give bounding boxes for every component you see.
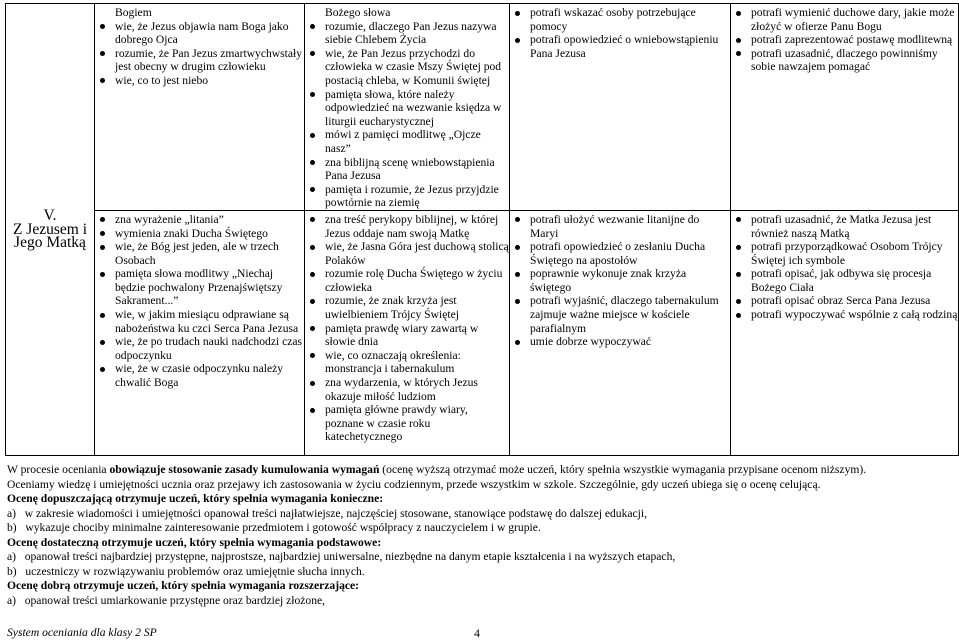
list-item: potrafi opowiedzieć o zesłaniu Ducha Świętego na apostołów (530, 240, 730, 267)
footer-title: System oceniania dla klasy 2 SP (7, 626, 157, 639)
list-item: wie, że Pan Jezus przychodzi do człowieka w czasie Mszy Świętej pod postacią chleba, w Komunii świętej (325, 47, 509, 88)
grade-heading-dopuszczajaca: Ocenę dopuszczającą otrzymuje uczeń, który spełnia wymagania konieczne: (7, 492, 384, 505)
list-item: potrafi wypoczywać wspólnie z całą rodziną (751, 308, 958, 322)
cell-col3-bottom (305, 210, 510, 455)
list-item: potrafi uzasadnić, dlaczego powinniśmy sobie nawzajem pomagać (751, 47, 958, 74)
list-item: pamięta główne prawdy wiary, poznane w czasie roku katechetycznego (325, 403, 509, 444)
list-item: wie, co oznaczają określenia: monstrancja i tabernakulum (325, 349, 509, 376)
cell-col5-bottom (731, 210, 959, 455)
list-item: wie, że w czasie odpoczynku należy chwalić Boga (115, 362, 304, 389)
section-title-cell (6, 4, 95, 456)
list-item: Bożego słowa (325, 6, 391, 19)
list-item: a) opanował treści umiarkowanie przystępne oraz bardziej złożone, (7, 593, 326, 607)
list-item: b) uczestniczy w rozwiązywaniu problemów oraz umiejętnie słucha innych. (7, 564, 365, 578)
list-item: umie dobrze wypoczywać (530, 335, 730, 349)
list-item: pamięta i rozumie, że Jezus przyjdzie powtórnie na ziemię (325, 183, 509, 210)
cell-col4-bottom (510, 210, 731, 455)
grading-rules (7, 463, 953, 608)
section-title: V. Z Jezusem i Jego Matką (12, 207, 88, 252)
list-item: pamięta prawdę wiary zawartą w słowie dnia (325, 322, 509, 349)
list-item: wie, w jakim miesiącu odprawiane są nabożeństwa ku czci Serca Pana Jezusa (115, 308, 304, 335)
list-item: potrafi opowiedzieć o wniebowstąpieniu Pana Jezusa (530, 33, 730, 60)
list-item: wie, że Jezus objawia nam Boga jako dobrego Ojca (115, 20, 304, 47)
list-item: potrafi opisać obraz Serca Pana Jezusa (751, 294, 958, 308)
list-item: rozumie, dlaczego Pan Jezus nazywa siebie Chlebem Życia (325, 20, 509, 47)
list-item: zna wyrażenie „litania” (115, 213, 304, 227)
list-item: pamięta słowa, które należy odpowiedzieć na wezwanie księdza w liturgii eucharystycznej (325, 88, 509, 129)
list-item: b) wykazuje chociby minimalne zainteresowanie przedmiotem i gotowość współpracy z nauczycielem i w grupie. (7, 521, 541, 534)
list-item: potrafi zaprezentować postawę modlitewną (751, 33, 958, 47)
list-item: rozumie rolę Ducha Świętego w życiu człowieka (325, 267, 509, 294)
list-item: a) opanował treści najbardziej przystępne, najprostsze, najbardziej uniwersalne, niezbędne na danym etapie kształcenia i na wyższych etapach, (7, 550, 676, 563)
list-item: potrafi przyporządkować Osobom Trójcy Świętej ich symbole (751, 240, 958, 267)
rule-text: (ocenę wyższą otrzymać może uczeń, który spełnia wszystkie wymagania przypisane ocenom niższym). (379, 463, 867, 476)
list-item: potrafi wyjaśnić, dlaczego tabernakulum zajmuje ważne miejsce w kościele parafialnym (530, 294, 730, 335)
list-item: zna wydarzenia, w których Jezus okazuje miłość ludziom (325, 376, 509, 403)
list-item: rozumie, że znak krzyża jest uwielbieniem Trójcy Świętej (325, 294, 509, 321)
list-item: potrafi wskazać osoby potrzebujące pomocy (530, 6, 730, 33)
cumulation-rule (7, 463, 953, 478)
cell-col3-top (305, 4, 510, 211)
list-item: wie, że Bóg jest jeden, ale w trzech Osobach (115, 240, 304, 267)
list-item: pamięta słowa modlitwy „Niechaj będzie pochwalony Przenajświętszy Sakrament...” (115, 267, 304, 308)
rule-text: W procesie oceniania (7, 463, 110, 476)
requirements-table (5, 3, 959, 456)
list-item: potrafi opisać, jak odbywa się procesja Bożego Ciała (751, 267, 958, 294)
cell-col2-bottom (95, 210, 305, 455)
list-item: mówi z pamięci modlitwę „Ojcze nasz” (325, 128, 509, 155)
assessment-note: Oceniamy wiedzę i umiejętności ucznia oraz przejawy ich zastosowania w życiu codziennym, przede wszystkim w szkole. Szczególnie, gdy uczeń ubiega się o ocenę celującą. (7, 477, 821, 491)
list-item: poprawnie wykonuje znak krzyża świętego (530, 267, 730, 294)
grade-heading-dostateczna: Ocenę dostateczną otrzymuje uczeń, który spełnia wymagania podstawowe: (7, 535, 382, 549)
list-item: potrafi uzasadnić, że Matka Jezusa jest również naszą Matką (751, 213, 958, 240)
rule-emphasis: obowiązuje stosowanie zasady kumulowania wymagań (109, 463, 380, 476)
list-item: a) w zakresie wiadomości i umiejętności opanował treści najłatwiejsze, najczęściej stosowane, stanowiące podstawę do dalszej edukacji, (7, 506, 647, 520)
page-number: 4 (474, 626, 480, 640)
cell-col4-top (510, 4, 731, 211)
grade-heading-dobra: Ocenę dobrą otrzymuje uczeń, który spełnia wymagania rozszerzające: (7, 579, 360, 592)
cell-col2-top (95, 4, 305, 211)
list-item: wie, że Jasna Góra jest duchową stolicą Polaków (325, 240, 509, 267)
list-item: zna treść perykopy biblijnej, w której Jezus oddaje nam swoją Matkę (325, 213, 509, 240)
list-item: wie, że po trudach nauki nadchodzi czas odpoczynku (115, 335, 303, 362)
list-item: potrafi ułożyć wezwanie litanijne do Maryi (530, 213, 730, 240)
list-item: potrafi wymienić duchowe dary, jakie może złożyć w ofierze Panu Bogu (751, 6, 958, 33)
list-item: wymienia znaki Ducha Świętego (115, 227, 304, 241)
list-item: rozumie, że Pan Jezus zmartwychwstały jest obecny w drugim człowieku (115, 46, 303, 74)
list-item: Bogiem (115, 6, 152, 19)
cell-col5-top (731, 4, 959, 211)
list-item: zna biblijną scenę wniebowstąpienia Pana Jezusa (325, 156, 509, 183)
list-item: wie, co to jest niebo (115, 74, 304, 88)
